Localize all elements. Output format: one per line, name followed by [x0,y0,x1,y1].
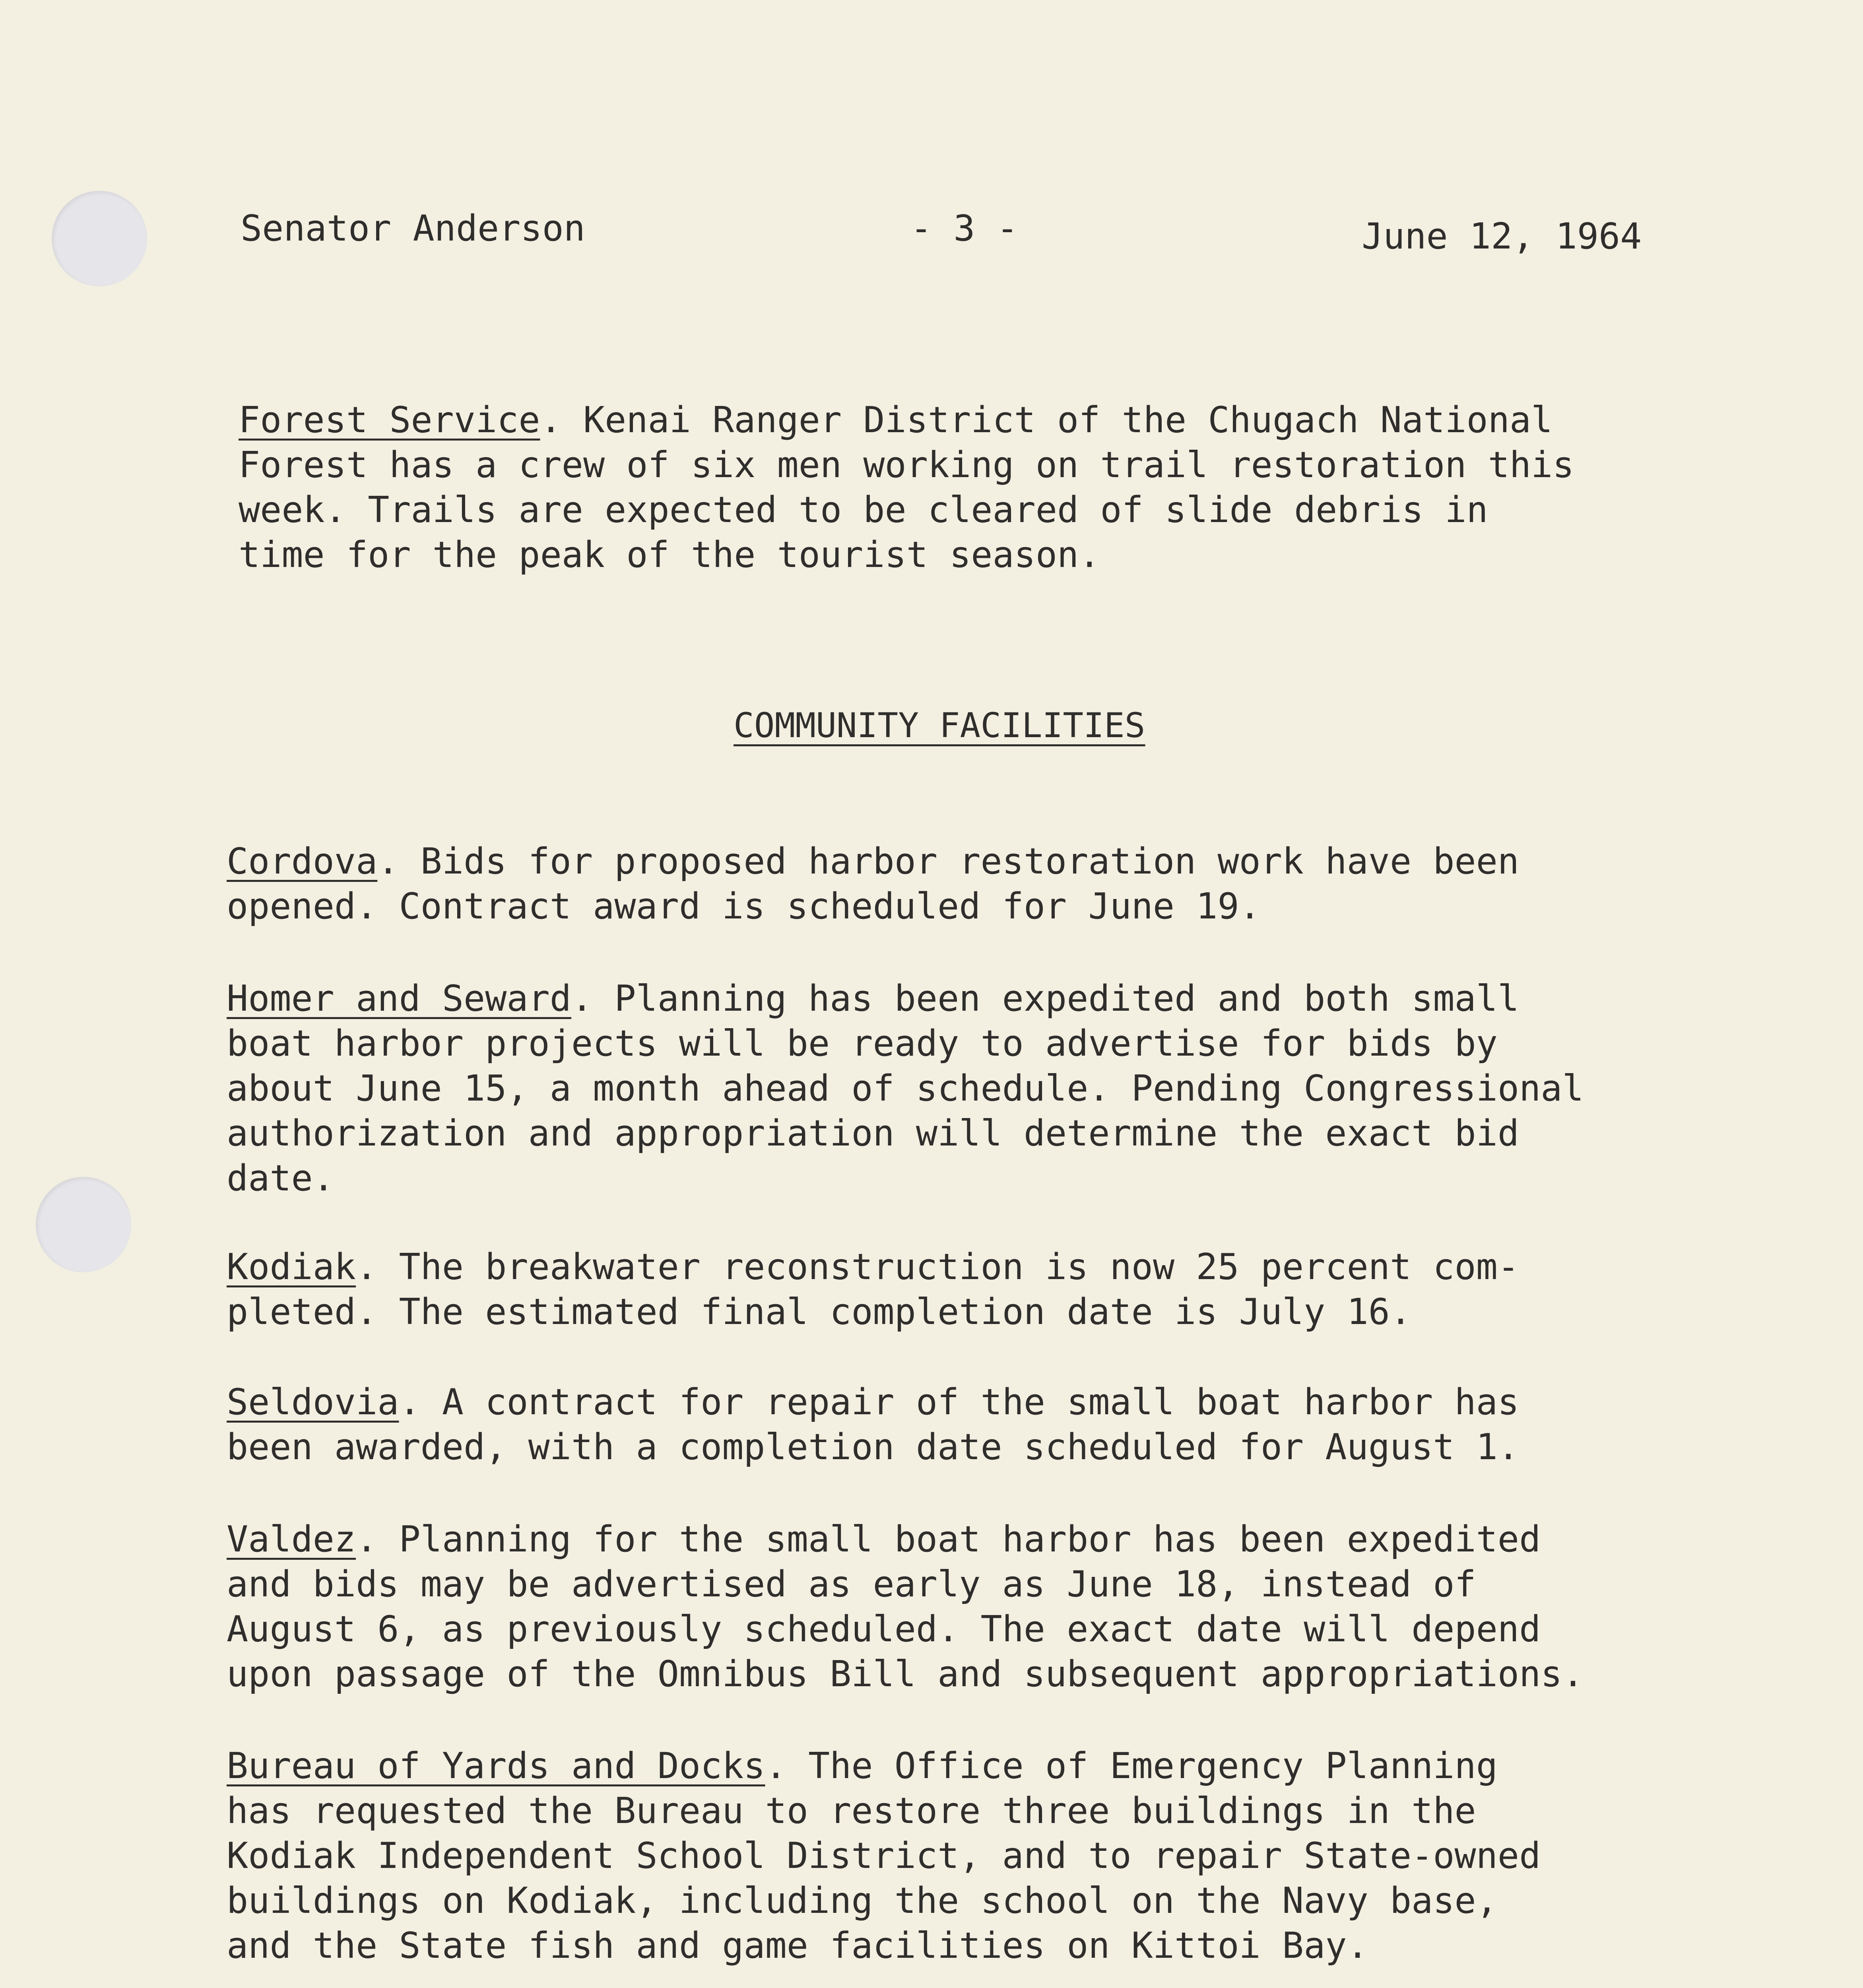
paragraph-line: boat harbor projects will be ready to advertise for bids by [227,1023,1498,1064]
paragraph-lead: Bureau of Yards and Docks [227,1745,765,1787]
paragraph-line: Forest has a crew of six men working on trail restoration this [239,444,1574,486]
paragraph-lead: Cordova [227,841,378,882]
binder-hole-top [52,191,147,286]
paragraph-line: time for the peak of the tourist season. [239,534,1100,576]
paragraph-line: opened. Contract award is scheduled for June 19. [227,885,1261,927]
paragraph-homer-and-seward [227,976,1777,1201]
paragraph-lead: Valdez [227,1518,356,1560]
paragraph-line: . Bids for proposed harbor restoration work have been [377,841,1520,882]
paragraph-line: been awarded, with a completion date scheduled for August 1. [227,1426,1520,1468]
section-heading: COMMUNITY FACILITIES [734,706,1145,746]
paragraph-line: . Planning for the small boat harbor has been expedited [356,1518,1541,1560]
paragraph-line: Kodiak Independent School District, and to repair State-owned [227,1835,1541,1877]
paragraph-lead: Forest Service [239,399,540,441]
header-date: June 12, 1964 [1362,215,1642,257]
paragraph-line: and bids may be advertised as early as June 18, instead of [227,1563,1476,1605]
paragraph-line: has requested the Bureau to restore three buildings in the [227,1790,1476,1832]
paragraph-valdez [227,1517,1777,1697]
paragraph-line: buildings on Kodiak, including the school on the Navy base, [227,1880,1498,1922]
paragraph-line: . Planning has been expedited and both small [571,978,1520,1019]
paragraph-line: August 6, as previously scheduled. The exact date will depend [227,1608,1541,1650]
paragraph-cordova [227,839,1777,929]
header-page-number: - 3 - [910,208,1018,249]
paragraph-kodiak [227,1244,1777,1334]
paragraph-lead: Homer and Seward [227,978,571,1019]
paragraph-line: authorization and appropriation will determine the exact bid [227,1112,1520,1154]
paragraph-line: upon passage of the Omnibus Bill and subsequent appropriations. [227,1653,1584,1695]
paragraph-lead: Seldovia [227,1381,399,1423]
paragraph-line: . The breakwater reconstruction is now 25 percent com- [356,1246,1520,1288]
paragraph-line: week. Trails are expected to be cleared of slide debris in [239,489,1488,531]
paragraph-line: . A contract for repair of the small boat harbor has [399,1381,1520,1423]
paragraph-lead: Kodiak [227,1246,356,1288]
paragraph-line: . Kenai Ranger District of the Chugach National [540,399,1553,441]
paragraph-line: pleted. The estimated final completion date is July 16. [227,1291,1412,1333]
paragraph-line: about June 15, a month ahead of schedule. Pending Congressional [227,1068,1584,1109]
paragraph-bureau-of-yards-and-docks [227,1743,1777,1968]
paragraph-line: date. [227,1157,334,1199]
binder-hole-middle [36,1177,131,1272]
paragraph-seldovia [227,1380,1777,1470]
paragraph-line: and the State fish and game facilities on Kittoi Bay. [227,1925,1368,1967]
header-recipient: Senator Anderson [241,208,585,249]
paragraph-forest-service [239,398,1789,577]
paragraph-line: . The Office of Emergency Planning [765,1745,1498,1787]
